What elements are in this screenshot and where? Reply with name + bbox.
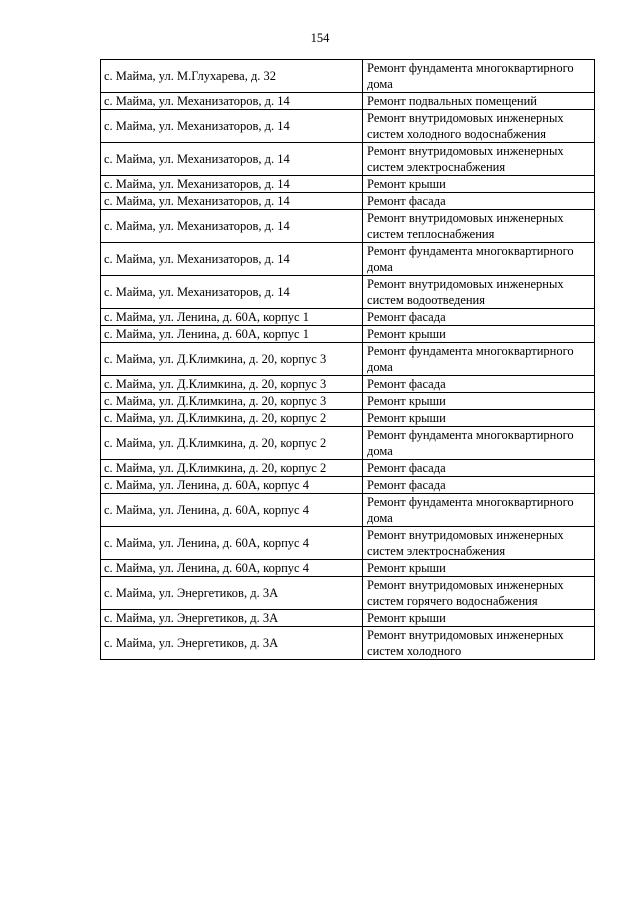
table-row — [101, 309, 595, 326]
work-cell: Ремонт внутридомовых инженерных систем холодного — [363, 627, 595, 660]
table-row — [101, 410, 595, 427]
work-cell: Ремонт фасада — [363, 460, 595, 477]
table-row — [101, 243, 595, 276]
work-cell: Ремонт внутридомовых инженерных систем холодного водоснабжения — [363, 110, 595, 143]
works-table — [100, 59, 595, 660]
work-cell: Ремонт подвальных помещений — [363, 93, 595, 110]
work-cell: Ремонт фундамента многоквартирного дома — [363, 243, 595, 276]
work-cell: Ремонт крыши — [363, 176, 595, 193]
table-row — [101, 193, 595, 210]
work-cell: Ремонт внутридомовых инженерных систем электроснабжения — [363, 527, 595, 560]
address-cell: с. Майма, ул. Д.Климкина, д. 20, корпус 2 — [101, 427, 363, 460]
works-table-body — [101, 60, 595, 660]
address-cell: с. Майма, ул. Ленина, д. 60А, корпус 4 — [101, 494, 363, 527]
work-cell: Ремонт крыши — [363, 560, 595, 577]
table-row — [101, 376, 595, 393]
address-cell: с. Майма, ул. Ленина, д. 60А, корпус 4 — [101, 477, 363, 494]
table-row — [101, 210, 595, 243]
table-row — [101, 176, 595, 193]
address-cell: с. Майма, ул. М.Глухарева, д. 32 — [101, 60, 363, 93]
table-row — [101, 143, 595, 176]
work-cell: Ремонт фундамента многоквартирного дома — [363, 343, 595, 376]
work-cell: Ремонт крыши — [363, 610, 595, 627]
work-cell: Ремонт фасада — [363, 309, 595, 326]
address-cell: с. Майма, ул. Ленина, д. 60А, корпус 4 — [101, 527, 363, 560]
work-cell: Ремонт фундамента многоквартирного дома — [363, 60, 595, 93]
work-cell: Ремонт фасада — [363, 477, 595, 494]
address-cell: с. Майма, ул. Ленина, д. 60А, корпус 4 — [101, 560, 363, 577]
table-row — [101, 60, 595, 93]
work-cell: Ремонт внутридомовых инженерных систем горячего водоснабжения — [363, 577, 595, 610]
table-row — [101, 93, 595, 110]
table-row — [101, 110, 595, 143]
table-row — [101, 393, 595, 410]
address-cell: с. Майма, ул. Механизаторов, д. 14 — [101, 276, 363, 309]
address-cell: с. Майма, ул. Механизаторов, д. 14 — [101, 243, 363, 276]
work-cell: Ремонт фасада — [363, 193, 595, 210]
work-cell: Ремонт внутридомовых инженерных систем водоотведения — [363, 276, 595, 309]
work-cell: Ремонт крыши — [363, 393, 595, 410]
address-cell: с. Майма, ул. Ленина, д. 60А, корпус 1 — [101, 309, 363, 326]
address-cell: с. Майма, ул. Механизаторов, д. 14 — [101, 210, 363, 243]
table-row — [101, 527, 595, 560]
work-cell: Ремонт внутридомовых инженерных систем теплоснабжения — [363, 210, 595, 243]
table-row — [101, 577, 595, 610]
address-cell: с. Майма, ул. Д.Климкина, д. 20, корпус 2 — [101, 410, 363, 427]
address-cell: с. Майма, ул. Д.Климкина, д. 20, корпус 3 — [101, 343, 363, 376]
table-row — [101, 326, 595, 343]
table-row — [101, 627, 595, 660]
address-cell: с. Майма, ул. Механизаторов, д. 14 — [101, 93, 363, 110]
table-row — [101, 343, 595, 376]
table-row — [101, 610, 595, 627]
work-cell: Ремонт фундамента многоквартирного дома — [363, 427, 595, 460]
address-cell: с. Майма, ул. Механизаторов, д. 14 — [101, 193, 363, 210]
table-row — [101, 494, 595, 527]
page-number: 154 — [310, 31, 330, 45]
table-row — [101, 460, 595, 477]
address-cell: с. Майма, ул. Энергетиков, д. 3А — [101, 610, 363, 627]
table-row — [101, 427, 595, 460]
address-cell: с. Майма, ул. Д.Климкина, д. 20, корпус 2 — [101, 460, 363, 477]
work-cell: Ремонт крыши — [363, 326, 595, 343]
table-row — [101, 276, 595, 309]
address-cell: с. Майма, ул. Д.Климкина, д. 20, корпус 3 — [101, 393, 363, 410]
address-cell: с. Майма, ул. Механизаторов, д. 14 — [101, 110, 363, 143]
table-row — [101, 560, 595, 577]
address-cell: с. Майма, ул. Д.Климкина, д. 20, корпус 3 — [101, 376, 363, 393]
address-cell: с. Майма, ул. Энергетиков, д. 3А — [101, 627, 363, 660]
work-cell: Ремонт фасада — [363, 376, 595, 393]
address-cell: с. Майма, ул. Ленина, д. 60А, корпус 1 — [101, 326, 363, 343]
address-cell: с. Майма, ул. Механизаторов, д. 14 — [101, 176, 363, 193]
address-cell: с. Майма, ул. Механизаторов, д. 14 — [101, 143, 363, 176]
work-cell: Ремонт крыши — [363, 410, 595, 427]
address-cell: с. Майма, ул. Энергетиков, д. 3А — [101, 577, 363, 610]
table-row — [101, 477, 595, 494]
work-cell: Ремонт внутридомовых инженерных систем электроснабжения — [363, 143, 595, 176]
work-cell: Ремонт фундамента многоквартирного дома — [363, 494, 595, 527]
